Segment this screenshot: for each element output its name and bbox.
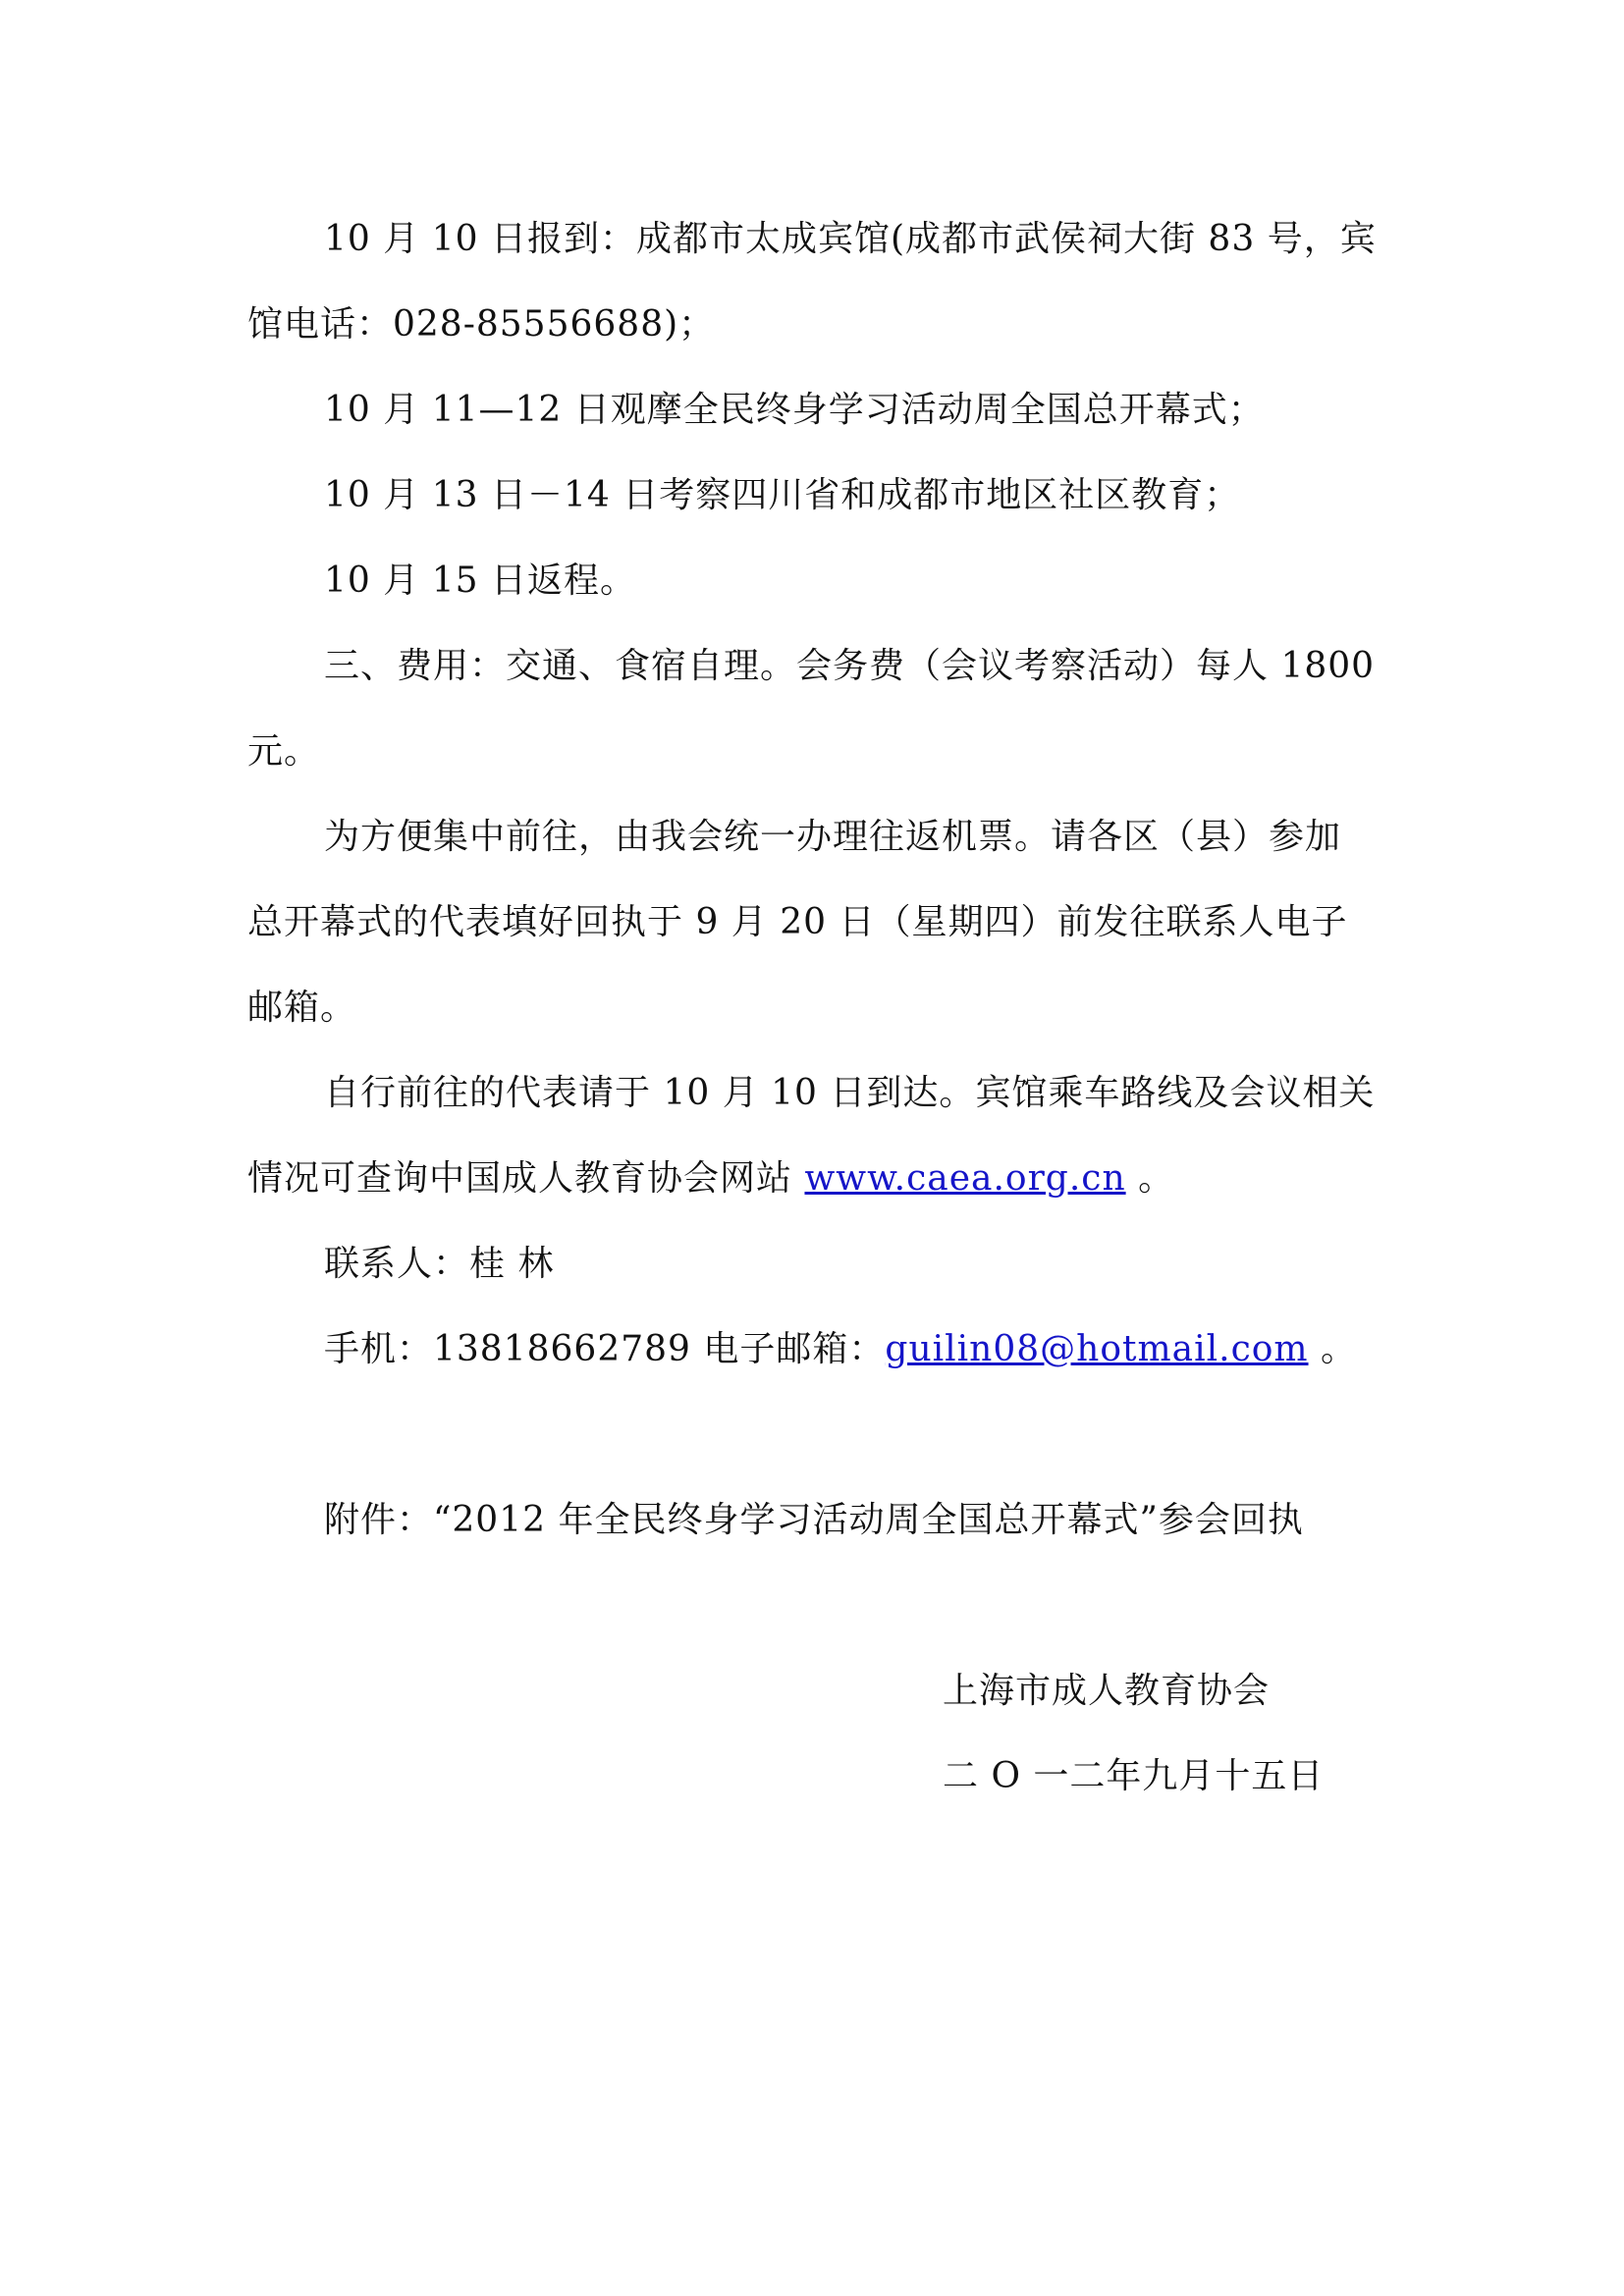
inspection-schedule: 10 月 13 日－14 日考察四川省和成都市地区社区教育； xyxy=(324,475,1241,515)
signature-date: 二 O 一二年九月十五日 xyxy=(943,1756,1325,1796)
fees-line-1: 三、费用：交通、食宿自理。会务费（会议考察活动）每人 1800 xyxy=(324,646,1376,686)
email-link[interactable]: guilin08@hotmail.com xyxy=(885,1329,1309,1369)
phone-label: 手机：13818662789 电子邮箱： xyxy=(324,1329,886,1369)
self-travel-line-2 xyxy=(247,1157,1174,1201)
arrival-line-2: 馆电话：028-85556688)； xyxy=(247,304,716,345)
fees-line-2: 元。 xyxy=(247,731,321,772)
opening-schedule: 10 月 11—12 日观摩全民终身学习活动周全国总开幕式； xyxy=(324,390,1265,430)
arrival-line-1 xyxy=(324,218,1384,261)
tickets-line-3: 邮箱。 xyxy=(247,988,357,1028)
contact-person: 联系人：桂 林 xyxy=(324,1244,555,1284)
self-travel-line-1: 自行前往的代表请于 10 月 10 日到达。宾馆乘车路线及会议相关 xyxy=(324,1073,1376,1113)
attachment-line: 附件：“2012 年全民终身学习活动周全国总开幕式”参会回执 xyxy=(324,1500,1304,1540)
self-travel-suffix: 。 xyxy=(1125,1158,1175,1199)
website-link[interactable]: www.caea.org.cn xyxy=(804,1158,1126,1199)
arrival-text-1: 10 月 10 日报到：成都市太成宾馆(成都市武侯祠大街 83 号，宾 xyxy=(324,219,1377,259)
signature-organization: 上海市成人教育协会 xyxy=(943,1671,1271,1711)
email-suffix: 。 xyxy=(1308,1329,1357,1369)
tickets-line-2: 总开幕式的代表填好回执于 9 月 20 日（星期四）前发往联系人电子 xyxy=(247,902,1348,942)
self-travel-prefix: 情况可查询中国成人教育协会网站 xyxy=(247,1158,805,1199)
return-schedule: 10 月 15 日返程。 xyxy=(324,561,636,601)
contact-phone-email xyxy=(324,1328,1357,1371)
tickets-line-1: 为方便集中前往，由我会统一办理往返机票。请各区（县）参加 xyxy=(324,817,1342,857)
